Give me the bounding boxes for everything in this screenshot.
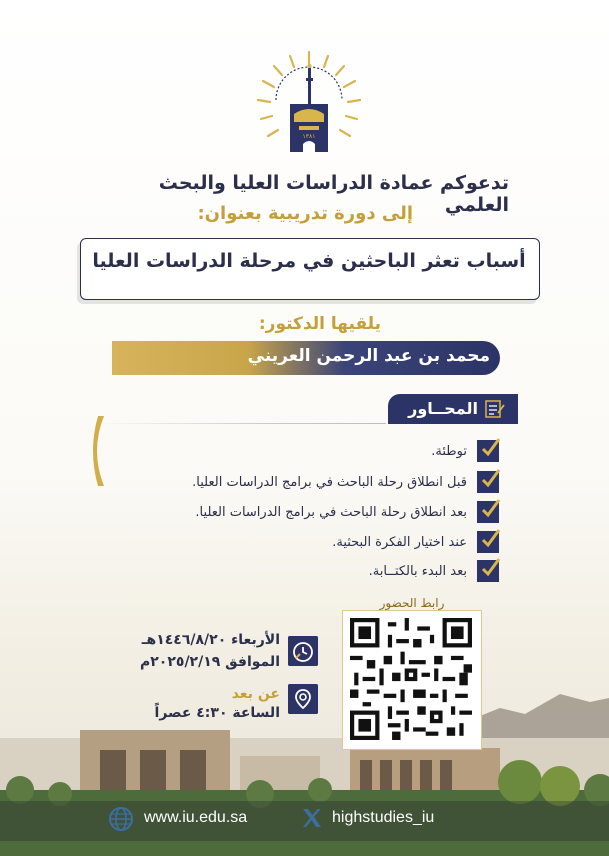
gold-accent-shape — [88, 416, 104, 486]
axis-item-text: توطئة. — [431, 443, 467, 459]
course-title: أسباب تعثر الباحثين في مرحلة الدراسات العليا — [92, 250, 526, 272]
date-gregorian: الموافق ٢٠٢٥/٢/١٩م — [140, 654, 280, 670]
axis-item-text: بعد انطلاق رحلة الباحث في برامج الدراسات العليا. — [195, 504, 467, 520]
list-item — [369, 560, 499, 582]
list-item — [192, 471, 499, 493]
list-item — [195, 501, 499, 523]
checkbox-icon — [477, 471, 499, 493]
location-pin-icon — [288, 684, 318, 714]
globe-icon — [108, 806, 134, 832]
axis-item-text: بعد البدء بالكتــابة. — [368, 563, 467, 579]
course-intro-text: إلى دورة تدريبية بعنوان: — [197, 203, 413, 224]
website-link[interactable]: www.iu.edu.sa — [144, 809, 248, 826]
axes-divider — [96, 423, 386, 424]
checkbox-icon — [477, 531, 499, 553]
checkbox-icon — [477, 501, 499, 523]
session-time: الساعة ٤:٣٠ عصراً — [154, 705, 280, 721]
x-logo-icon — [300, 806, 324, 830]
date-hijri: الأربعاء ١٤٤٦/٨/٢٠هـ — [141, 632, 280, 648]
axis-item-text: قبل انطلاق رحلة الباحث في برامج الدراسات العليا. — [192, 474, 467, 490]
lecturer-label: يلقيها الدكتور: — [258, 314, 381, 334]
axis-item-text: عند اختيار الفكرة البحثية. — [332, 534, 467, 550]
attendance-link-label: رابط الحضور — [379, 596, 445, 610]
invitation-text: تدعوكم عمادة الدراسات العليا والبحث العلمي — [158, 172, 509, 216]
checkbox-icon — [477, 560, 499, 582]
attendance-mode: عن بعد — [231, 686, 280, 702]
svg-text:١٣٨١: ١٣٨١ — [302, 133, 316, 140]
social-handle-link[interactable]: highstudies_iu — [332, 809, 435, 826]
checkbox-icon — [477, 440, 499, 462]
list-item — [431, 440, 499, 462]
list-item — [332, 531, 499, 553]
qr-code-icon[interactable] — [350, 618, 472, 740]
calendar-clock-icon — [288, 636, 318, 666]
checklist-icon — [484, 399, 506, 419]
lecturer-name: محمد بن عبد الرحمن العريني — [247, 346, 490, 366]
university-emblem-icon — [254, 48, 364, 158]
axes-label: المحــاور — [408, 399, 478, 418]
